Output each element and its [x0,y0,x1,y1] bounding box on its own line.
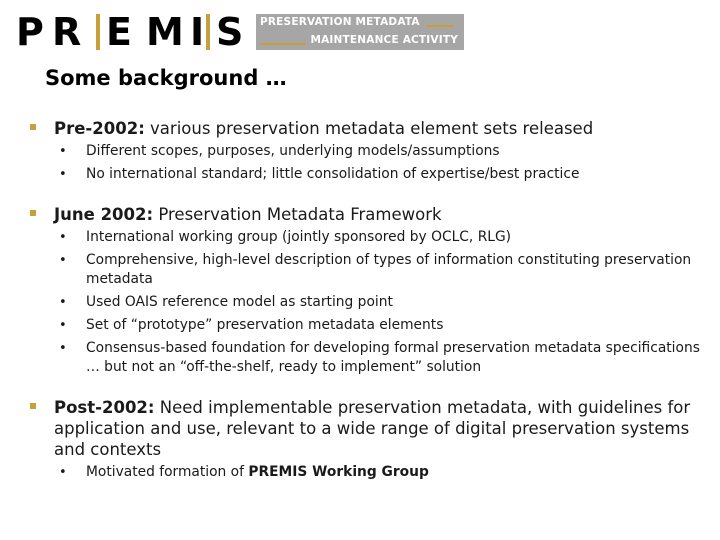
logo-wordmark [14,10,245,54]
square-bullet-icon [30,210,36,216]
sub-bullet-text: International working group (jointly sponsored by OCLC, RLG) [86,229,512,245]
tagline-line-2: MAINTENANCE ACTIVITY [310,34,458,46]
sub-bullet [54,293,700,312]
logo-letter-r: R [52,10,82,54]
logo-letter-p: P [16,10,44,54]
logo-bar [206,14,210,50]
logo-letter-e: E [106,10,132,54]
sub-bullet-list [54,142,700,184]
sub-bullet-text: No international standard; little consolidation of expertise/best practice [86,166,580,182]
logo-tagline [256,14,464,50]
sub-bullet [54,228,700,247]
sub-bullet [54,165,700,184]
dot-bullet-icon: • [59,341,67,356]
slide-title: Some background … [45,66,287,90]
sub-bullet-text: Different scopes, purposes, underlying models/assumptions [86,143,500,159]
bullet-lead: June 2002: [54,205,154,224]
square-bullet-icon [30,124,36,130]
bullet-post-2002 [30,397,700,482]
bullet-body: Preservation Metadata Framework [153,205,442,224]
sub-bullet-text: Motivated formation of [86,464,249,480]
sub-bullet-text: Set of “prototype” preservation metadata elements [86,317,444,333]
bullet-text [54,118,700,139]
bullet-body: various preservation metadata element sets released [144,119,594,138]
dot-bullet-icon: • [59,230,67,245]
sub-bullet [54,339,700,377]
bullet-text [54,397,700,460]
sub-bullet-list [54,228,700,377]
logo-letter-m: M [146,10,184,54]
dot-bullet-icon: • [59,253,67,268]
dot-bullet-icon: • [59,465,67,480]
bullet-pre-2002 [30,118,700,184]
dot-bullet-icon: • [59,167,67,182]
sub-bullet [54,463,700,482]
logo-letter-i: I [190,10,205,54]
sub-bullet-list [54,463,700,482]
logo-bar [96,14,100,50]
sub-bullet [54,316,700,335]
dot-bullet-icon: • [59,144,67,159]
bullet-lead: Pre-2002: [54,119,145,138]
square-bullet-icon [30,403,36,409]
tagline-rule [260,43,306,45]
tagline-line-1: PRESERVATION METADATA [260,16,420,28]
sub-bullet-text: Used OAIS reference model as starting point [86,294,393,310]
sub-bullet-text: Consensus-based foundation for developing formal preservation metadata specifications … but not an “off-the-shelf, ready to implement” solution [86,340,700,375]
logo-letter-s: S [216,10,244,54]
dot-bullet-icon: • [59,295,67,310]
premis-logo [14,10,464,54]
bullet-list [30,118,700,486]
bullet-lead: Post-2002: [54,398,155,417]
bullet-body: Need implementable preservation metadata, with guidelines for application and use, relevant to a wide range of digital preservation systems and contexts [54,398,691,459]
bullet-text [54,204,700,225]
sub-bullet [54,142,700,161]
bullet-june-2002 [30,204,700,377]
sub-bullet-text: Comprehensive, high-level description of types of information constituting preservation metadata [86,252,692,287]
tagline-rule [426,25,454,27]
sub-bullet [54,251,700,289]
dot-bullet-icon: • [59,318,67,333]
sub-bullet-emphasis: PREMIS Working Group [248,464,429,480]
